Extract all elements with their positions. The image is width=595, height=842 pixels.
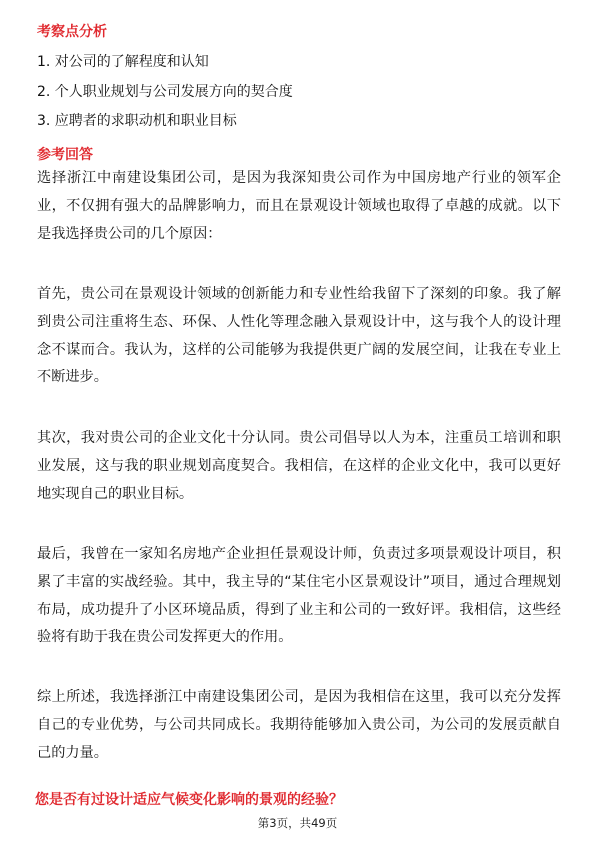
page-number-footer: 第3页，共49页: [257, 816, 338, 830]
exam-point-item: 1. 对公司的了解程度和认知: [37, 54, 209, 70]
exam-points-heading: 考察点分析: [37, 24, 107, 40]
exam-point-item: 2. 个人职业规划与公司发展方向的契合度: [37, 84, 293, 100]
answer-paragraph-summary: 综上所述，我选择浙江中南建设集团公司，是因为我相信在这里，我可以充分发挥自己的专业优势，与公司共同成长。我期待能够加入贵公司，为公司的发展贡献自己的力量。: [37, 689, 561, 761]
answer-heading: 参考回答: [37, 147, 93, 163]
next-question-heading: 您是否有过设计适应气候变化影响的景观的经验？: [35, 792, 343, 808]
answer-paragraph-second: 其次，我对贵公司的企业文化十分认同。贵公司倡导以人为本，注重员工培训和职业发展，这与我的职业规划高度契合。我相信，在这样的企业文化中，我可以更好地实现自己的职业目标。: [37, 430, 561, 502]
answer-paragraph-last: 最后，我曾在一家知名房地产企业担任景观设计师，负责过多项景观设计项目，积累了丰富的实战经验。其中，我主导的“某住宅小区景观设计”项目，通过合理规划布局，成功提升了小区环境品质，得到了业主和公司的一致好评。我相信，这些经验将有助于我在贵公司发挥更大的作用。: [37, 546, 561, 646]
exam-point-item: 3. 应聘者的求职动机和职业目标: [37, 113, 237, 129]
answer-paragraph-intro: 选择浙江中南建设集团公司，是因为我深知贵公司作为中国房地产行业的领军企业，不仅拥有强大的品牌影响力，而且在景观设计领域也取得了卓越的成就。以下是我选择贵公司的几个原因：: [37, 170, 561, 242]
answer-paragraph-first: 首先，贵公司在景观设计领域的创新能力和专业性给我留下了深刻的印象。我了解到贵公司注重将生态、环保、人性化等理念融入景观设计中，这与我个人的设计理念不谋而合。我认为，这样的公司能够为我提供更广阔的发展空间，让我在专业上不断进步。: [37, 286, 561, 386]
